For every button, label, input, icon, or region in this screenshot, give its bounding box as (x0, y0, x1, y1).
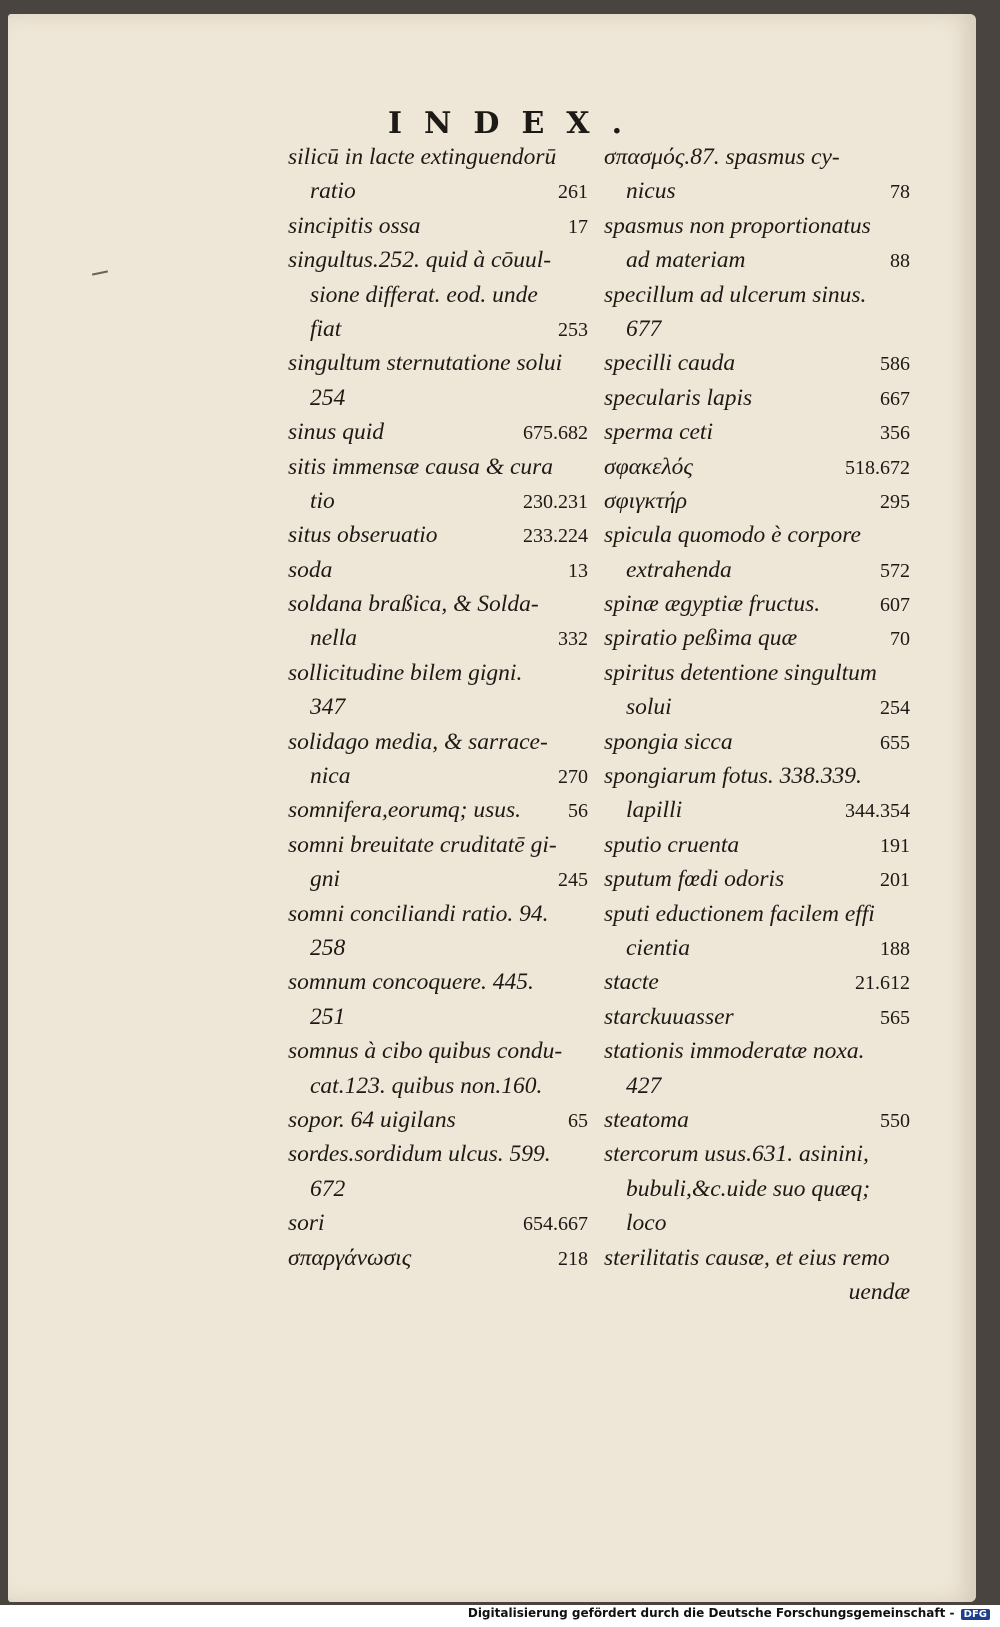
page-reference: 332 (558, 628, 588, 651)
index-entry-line (288, 553, 588, 587)
entry-text: cat.123. quibus non.160. (310, 1072, 543, 1099)
index-entry-line (604, 484, 910, 518)
footer-text: Digitalisierung gefördert durch die Deutsche Forschungsgemeinschaft - (467, 1606, 955, 1620)
index-entry-line (288, 1137, 588, 1171)
index-entry-line (604, 278, 910, 312)
entry-text: solui (626, 694, 672, 721)
entry-text: nica (310, 763, 351, 790)
page-reference: 17 (568, 215, 588, 238)
entry-text: 677 (626, 315, 662, 342)
index-entry-line (604, 1103, 910, 1137)
index-entry-line (604, 209, 910, 243)
entry-text: 254 (310, 384, 346, 411)
entry-text: sincipitis ossa (288, 212, 421, 239)
index-entry-line (604, 1069, 910, 1103)
index-entry-line (604, 415, 910, 449)
index-entry-line (288, 1172, 588, 1206)
index-entry-line (604, 725, 910, 759)
index-entry-line (604, 1000, 910, 1034)
entry-text: spinæ ægyptiæ fructus. (604, 591, 821, 618)
index-entry-line (288, 518, 588, 552)
index-entry-line (288, 931, 588, 965)
entry-text: nella (310, 625, 357, 652)
page-reference: 13 (568, 559, 588, 582)
entry-text: σφιγκτήρ (604, 487, 688, 514)
index-entry-line (604, 587, 910, 621)
index-entry-line (288, 965, 588, 999)
entry-text: spongia sicca (604, 728, 733, 755)
index-entry-line (288, 450, 588, 484)
entry-text: tio (310, 487, 335, 514)
index-entry-line (288, 656, 588, 690)
page-reference: 667 (880, 387, 910, 410)
entry-text: somnifera,eorumq; usus. (288, 797, 522, 824)
page-reference: 295 (880, 490, 910, 513)
index-entry-line (288, 1103, 588, 1137)
index-entry-line (288, 346, 588, 380)
entry-text: sitis immensæ causa & cura (288, 453, 554, 480)
index-entry-line (604, 1206, 910, 1240)
entry-text: somni breuitate cruditatē gi- (288, 831, 557, 858)
page-reference: 586 (880, 353, 910, 376)
entry-text: sputio cruenta (604, 831, 740, 858)
entry-text: somnum concoquere. 445. (288, 969, 534, 996)
index-entry-line (288, 278, 588, 312)
index-entry-line (604, 862, 910, 896)
entry-text: sordes.sordidum ulcus. 599. (288, 1141, 551, 1168)
entry-text: ratio (310, 178, 356, 205)
index-column-right (604, 140, 910, 1309)
index-entry-line (288, 140, 588, 174)
entry-text: sputi eductionem facilem effi (604, 900, 875, 927)
entry-text: loco (626, 1210, 667, 1237)
index-entry-line (604, 1172, 910, 1206)
funding-footer (468, 1606, 990, 1620)
index-entry-line (604, 346, 910, 380)
index-entry-line (604, 553, 910, 587)
index-entry-line (288, 312, 588, 346)
entry-text: specillum ad ulcerum sinus. (604, 281, 867, 308)
page-reference: 565 (880, 1006, 910, 1029)
page-reference: 233.224 (523, 525, 588, 548)
entry-text: 427 (626, 1072, 662, 1099)
entry-text: lapilli (626, 797, 683, 824)
entry-text: 672 (310, 1175, 346, 1202)
entry-text: sori (288, 1210, 325, 1237)
entry-text: situs obseruatio (288, 522, 438, 549)
index-entry-line (288, 381, 588, 415)
index-entry-line (604, 965, 910, 999)
entry-text: sperma ceti (604, 419, 713, 446)
page-reference: 254 (880, 697, 910, 720)
index-entry-line (604, 759, 910, 793)
index-entry-line (604, 243, 910, 277)
index-entry-line (604, 897, 910, 931)
index-entry-line (288, 621, 588, 655)
entry-text: 251 (310, 1003, 346, 1030)
entry-text: fiat (310, 315, 342, 342)
page-reference: 191 (880, 834, 910, 857)
entry-text: solidago media, & sarrace- (288, 728, 548, 755)
entry-text: soldana braßica, & Solda- (288, 591, 539, 618)
page-reference: 344.354 (845, 800, 910, 823)
entry-text: spasmus non proportionatus (604, 212, 871, 239)
index-entry-line (604, 621, 910, 655)
entry-text: spiratio peßima quæ (604, 625, 798, 652)
entry-text: specilli cauda (604, 350, 736, 377)
page-reference: 188 (880, 937, 910, 960)
entry-text: spiritus detentione singultum (604, 659, 877, 686)
index-entry-line (604, 1241, 910, 1275)
entry-text: cientia (626, 934, 690, 961)
index-entry-line (604, 518, 910, 552)
entry-text: spongiarum fotus. 338.339. (604, 763, 862, 790)
entry-text: sollicitudine bilem gigni. (288, 659, 523, 686)
entry-text: σπασμός.87. spasmus cy- (604, 144, 840, 170)
entry-text: nicus (626, 178, 676, 205)
index-entry-line (288, 759, 588, 793)
entry-text: bubuli,&c.uide suo quæq; (626, 1175, 871, 1202)
entry-text: sterilitatis causæ, et eius remo (604, 1244, 890, 1271)
index-entry-line (288, 174, 588, 208)
index-entry-line (288, 1034, 588, 1068)
entry-text: uendæ (848, 1278, 910, 1305)
index-entry-line (604, 174, 910, 208)
entry-text: ad materiam (626, 247, 746, 274)
index-entry-line (288, 1069, 588, 1103)
index-entry-line (604, 690, 910, 724)
entry-text: 347 (310, 694, 346, 721)
margin-mark (92, 270, 108, 275)
page-reference: 78 (890, 181, 910, 204)
index-entry-line (604, 1275, 910, 1309)
page-reference: 550 (880, 1109, 910, 1132)
entry-text: sinus quid (288, 419, 384, 446)
entry-text: gni (310, 866, 341, 893)
page-reference: 572 (880, 559, 910, 582)
entry-text: extrahenda (626, 556, 732, 583)
index-entry-line (604, 312, 910, 346)
index-column-left (288, 140, 588, 1275)
page-reference: 675.682 (523, 422, 588, 445)
page-reference: 21.612 (855, 972, 910, 995)
page-reference: 88 (890, 250, 910, 273)
index-entry-line (288, 587, 588, 621)
index-entry-line (604, 828, 910, 862)
index-entry-line (604, 140, 910, 174)
page-reference: 654.667 (523, 1213, 588, 1236)
index-entry-line (288, 484, 588, 518)
index-entry-line (288, 1206, 588, 1240)
index-entry-line (288, 862, 588, 896)
page-reference: 253 (558, 318, 588, 341)
page-reference: 261 (558, 181, 588, 204)
index-entry-line (288, 828, 588, 862)
page-reference: 518.672 (845, 456, 910, 479)
entry-text: stacte (604, 969, 659, 996)
page-reference: 201 (880, 869, 910, 892)
index-entry-line (604, 793, 910, 827)
entry-text: soda (288, 556, 333, 583)
index-entry-line (604, 381, 910, 415)
entry-text: sione differat. eod. unde (310, 281, 538, 308)
page-reference: 655 (880, 731, 910, 754)
index-entry-line (288, 897, 588, 931)
entry-text: stercorum usus.631. asinini, (604, 1141, 869, 1168)
index-entry-line (604, 931, 910, 965)
entry-text: somnus à cibo quibus condu- (288, 1038, 563, 1065)
page-reference: 230.231 (523, 490, 588, 513)
entry-text: spicula quomodo è corpore (604, 522, 861, 549)
entry-text: steatoma (604, 1106, 689, 1133)
index-entry-line (288, 725, 588, 759)
entry-text: singultus.252. quid à cōuul- (288, 247, 552, 274)
entry-text: somni conciliandi ratio. 94. (288, 900, 549, 927)
page-reference: 56 (568, 800, 588, 823)
page-reference: 270 (558, 766, 588, 789)
entry-text: sputum fœdi odoris (604, 866, 785, 893)
entry-text: sopor. 64 uigilans (288, 1106, 456, 1133)
page-reference: 218 (558, 1247, 588, 1270)
entry-text: σπαργάνωσις (288, 1244, 412, 1271)
page-reference: 65 (568, 1109, 588, 1132)
page-reference: 245 (558, 869, 588, 892)
index-entry-line (288, 243, 588, 277)
entry-text: 258 (310, 934, 346, 961)
entry-text: specularis lapis (604, 384, 753, 411)
entry-text: starckuuasser (604, 1003, 734, 1030)
index-entry-line (288, 415, 588, 449)
index-entry-line (288, 209, 588, 243)
index-entry-line (288, 1241, 588, 1275)
index-entry-line (604, 1034, 910, 1068)
page-header: INDEX. (387, 106, 645, 141)
page-reference: 356 (880, 422, 910, 445)
index-entry-line (288, 690, 588, 724)
page-reference: 607 (880, 594, 910, 617)
index-entry-line (604, 656, 910, 690)
index-entry-line (288, 793, 588, 827)
entry-text: stationis immoderatæ noxa. (604, 1038, 865, 1065)
index-entry-line (604, 1137, 910, 1171)
index-entry-line (288, 1000, 588, 1034)
page-reference: 70 (890, 628, 910, 651)
index-entry-line (604, 450, 910, 484)
dfg-logo: DFG (961, 1609, 990, 1620)
entry-text: singultum sternutatione solui (288, 350, 563, 377)
entry-text: silicū in lacte extinguendorū (288, 144, 557, 170)
entry-text: σφακελός (604, 453, 693, 480)
